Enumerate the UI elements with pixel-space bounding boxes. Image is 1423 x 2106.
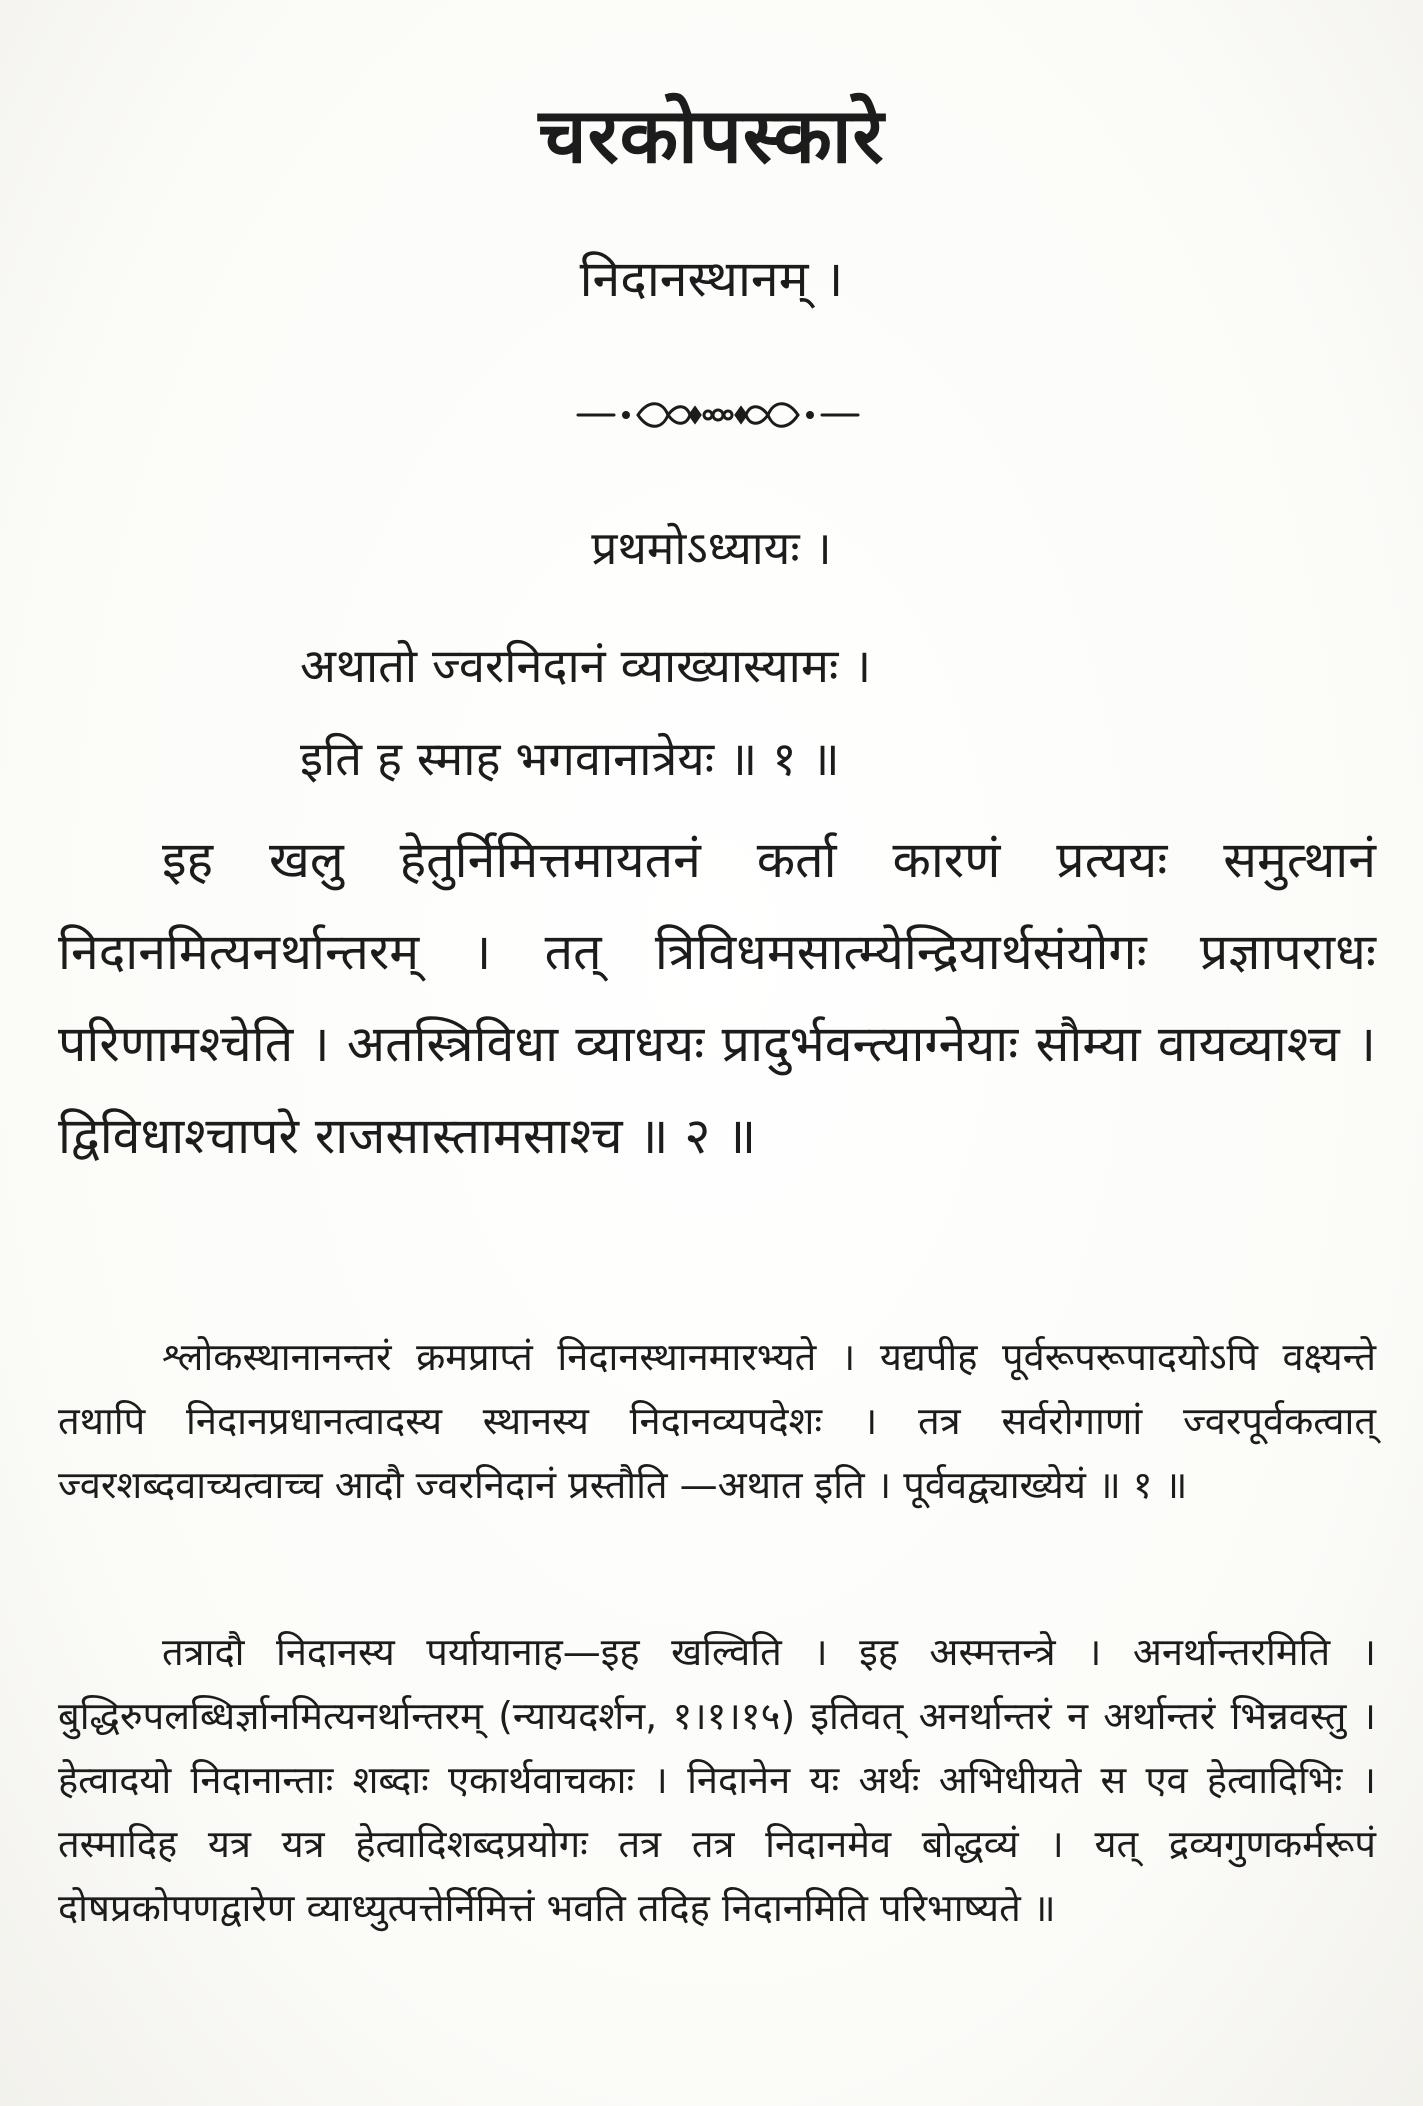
section-subtitle: निदानस्थानम् ।: [579, 250, 844, 308]
decorative-divider-ornament: [576, 390, 860, 440]
page-title: चरकोपस्कारे: [538, 91, 885, 180]
sutra-line-1: अथातो ज्वरनिदानं व्याख्यास्यामः ।: [300, 639, 872, 694]
commentary-paragraph-2: तत्रादौ निदानस्य पर्यायानाह—इह खल्विति । इह अस्मत्तन्त्रे । अनर्थान्तरमिति । बुद्धिरुपलब्धिर्ज्ञानमित्यनर्थान्तरम् (न्यायदर्शन, १।१।१५) इतिवत् अनर्थान्तरं न अर्थान्तरं भिन्नवस्तु । हेत्वादयो निदानान्ताः शब्दाः एकार्थवाचकाः । निदानेन यः अर्थः अभिधीयते स एव हेत्वादिभिः । तस्मादिह यत्र यत्र हेत्वादिशब्दप्रयोगः तत्र तत्र निदानमेव बोद्धव्यं । यत् द्रव्यगुणकर्मरूपं दोषप्रकोपणद्वारेण व्याध्युत्पत्तेर्निमित्तं भवति तदिह निदानमिति परिभाष्यते ॥: [58, 1630, 1376, 1930]
sutra-line-2: इति ह स्माह भगवानात्रेयः ॥ १ ॥: [300, 732, 840, 787]
main-text-paragraph: इह खलु हेतुर्निमित्तमायतनं कर्ता कारणं प्रत्ययः समुत्थानं निदानमित्यनर्थान्तरम् । तत् त्रिविधमसात्म्येन्द्रियार्थसंयोगः प्रज्ञापराधः परिणामश्चेति । अतस्त्रिविधा व्याधयः प्रादुर्भवन्त्याग्नेयाः सौम्या वायव्याश्च । द्विविधाश्चापरे राजसास्तामसाश्च ॥ २ ॥: [58, 831, 1376, 1165]
commentary-paragraph-1: श्लोकस्थानानन्तरं क्रमप्राप्तं निदानस्थानमारभ्यते । यद्यपीह पूर्वरूपरूपादयोऽपि वक्ष्यन्ते तथापि निदानप्रधानत्वादस्य स्थानस्य निदानव्यपदेशः । तत्र सर्वरोगाणां ज्वरपूर्वकत्वात् ज्वरशब्दवाच्यत्वाच्च आदौ ज्वरनिदानं प्रस्तौति —अथात इति । पूर्ववद्व्याख्येयं ॥ १ ॥: [58, 1335, 1376, 1507]
chapter-heading: प्रथमोऽध्यायः ।: [591, 521, 832, 575]
